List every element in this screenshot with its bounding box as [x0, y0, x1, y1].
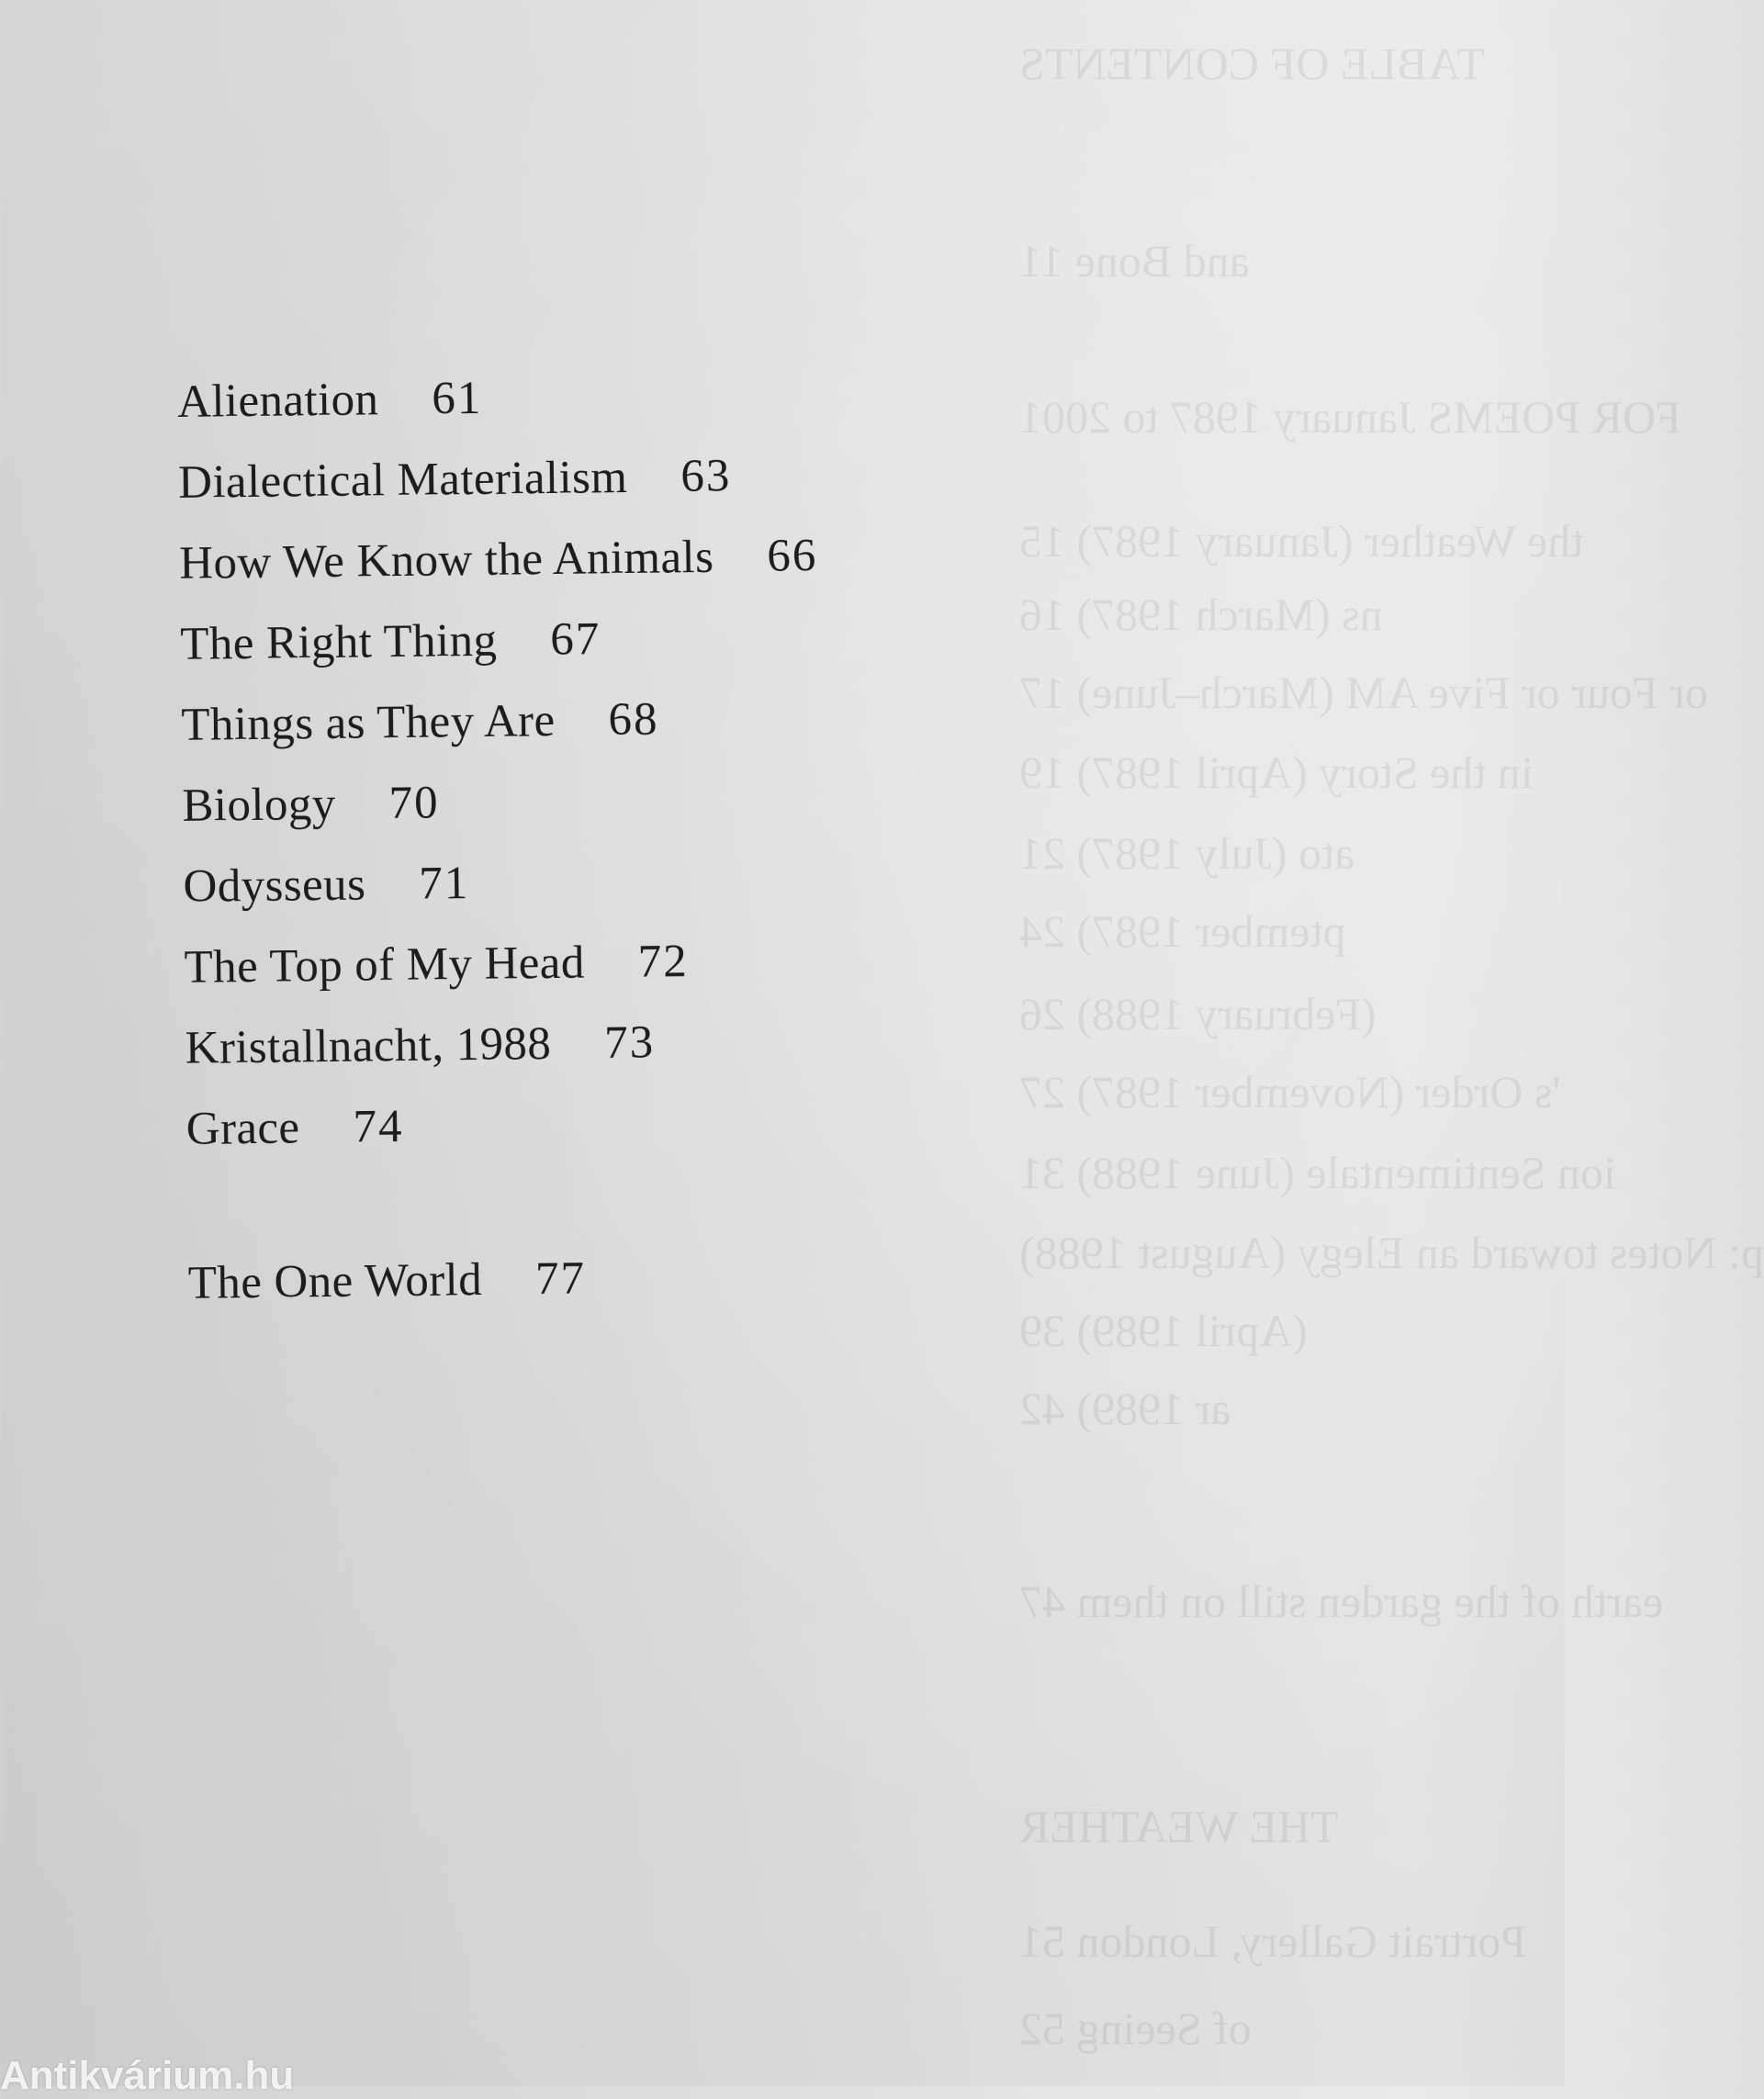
toc-entry-title: Alienation	[176, 374, 379, 428]
toc-entry	[185, 1016, 656, 1074]
toc-entry-page: 61	[432, 372, 483, 425]
table-of-contents	[0, 0, 1022, 1379]
toc-entry-title: The Top of My Head	[184, 937, 586, 993]
toc-entry-title: Grace	[185, 1102, 300, 1155]
toc-entry-page: 77	[534, 1252, 587, 1306]
toc-entry-page: 74	[353, 1101, 404, 1153]
toc-entry-page: 72	[637, 936, 690, 988]
toc-entry	[184, 938, 689, 992]
toc-entry-title: The One World	[187, 1253, 483, 1309]
toc-entry-title: Kristallnacht, 1988	[185, 1018, 552, 1074]
toc-entry-page: 66	[766, 530, 818, 583]
toc-entry-page: 68	[608, 693, 659, 746]
toc-entry-title: Biology	[182, 778, 336, 832]
watermark: Antikvárium.hu	[0, 2053, 295, 2098]
toc-entry-page: 63	[680, 450, 732, 503]
toc-entry-page: 71	[418, 858, 470, 910]
toc-entry-title: Odysseus	[183, 859, 366, 913]
toc-final-entry	[187, 1252, 587, 1309]
toc-entry	[178, 530, 818, 589]
toc-entry	[185, 1101, 404, 1155]
toc-entry	[179, 613, 601, 670]
toc-entry-page: 70	[388, 777, 440, 830]
toc-entry-title: The Right Thing	[179, 614, 498, 670]
book-page: TABLE OF CONTENTS and Bone 11 FOR POEMS January 1987 to 2001 the Weather (January 1987) 15 ns (March 1987) 16 or Four or Five AM (March–June) 17 in the Story (April 1987) 19 ato (July 1987) 21 ptember 1987) 24 (February 1988) 26 's Order (November 1987) 27 ion Sentimentale (June 1988) 31 p: Notes toward an Elegy (August 1988) (April 1989) 39 ar 1989) 42 earth of the garden still on them 47 THE WEATHER Portrait Gallery, London 51 of Seeing 52 Alienation 61 Dialectical Materialism 63 How We Know the Animals 66 The Right Thing 67 Things as They Are 68 Biology 70 Odysseus 71 The Top of My Head 72 Kristallnacht, 1988 73 Grace 74 The One World 77 Antikvárium.hu	[0, 0, 1565, 2086]
toc-entry	[182, 777, 440, 832]
toc-entry-page: 73	[603, 1016, 656, 1070]
toc-entry-page: 67	[549, 613, 601, 667]
toc-entry	[181, 693, 659, 751]
toc-entry-title: How We Know the Animals	[178, 531, 714, 589]
toc-entry	[176, 372, 483, 428]
toc-entry-title: Things as They Are	[181, 694, 556, 751]
toc-entry-title: Dialectical Materialism	[177, 451, 628, 509]
toc-entry	[183, 860, 469, 911]
toc-entry	[177, 450, 732, 509]
